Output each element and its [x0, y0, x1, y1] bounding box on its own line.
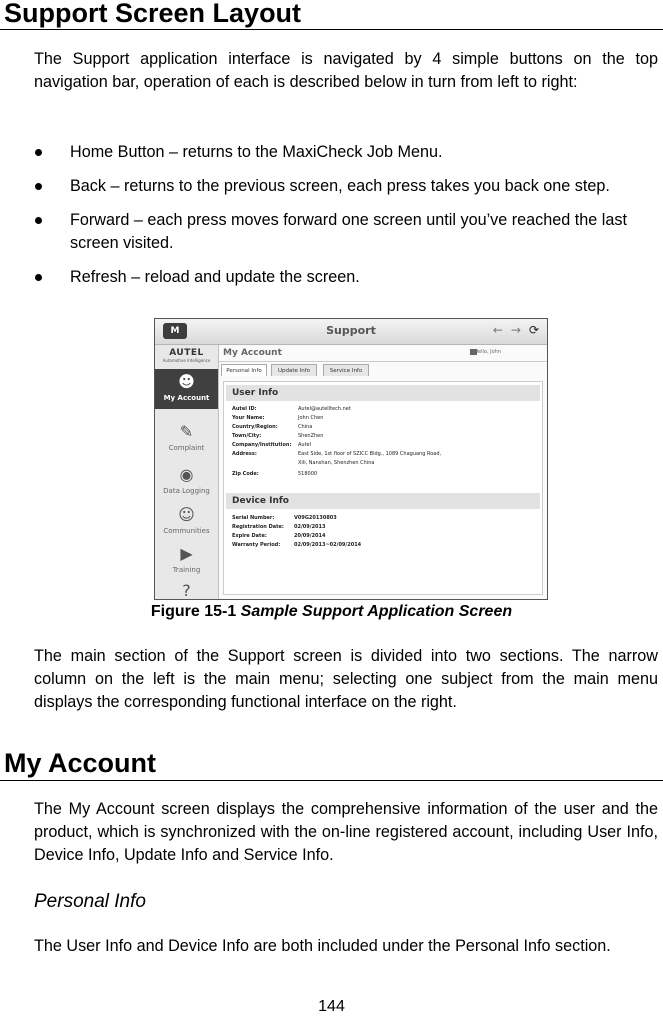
- complaint-icon: ✎: [179, 422, 194, 441]
- sidebar-item-complaint[interactable]: ✎ Complaint: [155, 419, 218, 459]
- personal-info-paragraph: The User Info and Device Info are both included under the Personal Info section.: [34, 937, 611, 955]
- communities-icon: ☺: [178, 505, 195, 524]
- page-title: My Account: [223, 348, 282, 358]
- list-item: Refresh – reload and update the screen.: [34, 266, 658, 289]
- intro-paragraph: The Support application interface is navigated by 4 simple buttons on the top navigation bar, operation of each is described below in turn from left to right:: [34, 50, 658, 91]
- nav-buttons-list: [34, 141, 658, 300]
- list-item: Forward – each press moves forward one screen until you’ve reached the last screen visited.: [34, 209, 658, 255]
- content-header: [219, 345, 547, 362]
- tab-update-info[interactable]: Update Info: [271, 364, 317, 376]
- list-item: Home Button – returns to the MaxiCheck Job Menu.: [34, 141, 658, 164]
- section-title-support-layout: Support Screen Layout: [4, 0, 302, 28]
- nav-buttons: [493, 323, 539, 337]
- bullet-icon: [35, 149, 42, 156]
- sidebar-item-communities[interactable]: ☺ Communities: [155, 502, 218, 542]
- tab-service-info[interactable]: Service Info: [323, 364, 369, 376]
- main-content: [219, 345, 547, 600]
- user-info-header: User Info: [226, 385, 540, 401]
- sidebar-item-my-account[interactable]: ☻ My Account: [155, 369, 218, 409]
- top-nav-bar: [155, 319, 547, 345]
- sidebar-item-faq[interactable]: [155, 578, 218, 600]
- figure-caption: Figure 15-1 Sample Support Application Screen: [150, 603, 513, 620]
- bullet-icon: [35, 274, 42, 281]
- question-icon: ?: [182, 581, 191, 600]
- hello-user: Hello, John: [474, 349, 501, 355]
- brand-logo: AUTEL: [169, 348, 204, 358]
- back-arrow-icon[interactable]: ←: [492, 323, 511, 337]
- data-logging-icon: ◉: [179, 465, 194, 484]
- page-number: 144: [318, 998, 345, 1015]
- my-account-paragraph: The My Account screen displays the comprehensive information of the user and the product, which is synchronized with the on-line registered account, including User Info, Device Info, Update Info and Service Info.: [34, 800, 658, 864]
- bullet-icon: [35, 183, 42, 190]
- user-icon: ☻: [178, 372, 195, 391]
- user-info-table: Autel ID: Autel@autelltech.net Your Name: John Chen Country/Region: China Town/City: ShenZhen Company/Institution: Autel Address: East Side, 1st floor of SZICC Bldg., 1089 Chaguang Road, Xili, Nanshan, Shenzhen China Zip Code: 518000: [232, 406, 442, 477]
- device-info-header: Device Info: [226, 493, 540, 509]
- title-rule: [0, 29, 663, 30]
- home-button[interactable]: M: [163, 323, 187, 339]
- app-title: Support: [326, 324, 376, 337]
- bullet-icon: [35, 217, 42, 224]
- sidebar-item-training[interactable]: ▶ Training: [155, 541, 218, 581]
- tab-personal-info[interactable]: Personal Info: [221, 364, 267, 376]
- main-section-paragraph: The main section of the Support screen is divided into two sections. The narrow column on the left is the main menu; selecting one subject from the main menu displays the corresponding functional interface on the right.: [34, 647, 658, 711]
- personal-info-subheading: Personal Info: [34, 891, 146, 912]
- sidebar-menu: [155, 345, 219, 600]
- section-title-my-account: My Account: [4, 748, 157, 778]
- forward-arrow-icon[interactable]: →: [510, 323, 529, 337]
- title-rule: [0, 780, 663, 781]
- refresh-icon[interactable]: ⟳: [528, 323, 539, 337]
- brand-tagline: Automotive Intelligence: [162, 358, 211, 363]
- list-item: Back – returns to the previous screen, each press takes you back one step.: [34, 175, 658, 198]
- support-app-screenshot: [154, 318, 548, 600]
- play-icon: ▶: [180, 544, 193, 563]
- personal-info-panel: [223, 381, 543, 595]
- device-info-table: Serial Number: V09G20130803 Registration Date: 02/09/2013 Expire Date: 20/09/2014 Warranty Period: 02/09/2013~02/09/2014: [232, 515, 362, 548]
- sidebar-item-data-logging[interactable]: ◉ Data Logging: [155, 462, 218, 502]
